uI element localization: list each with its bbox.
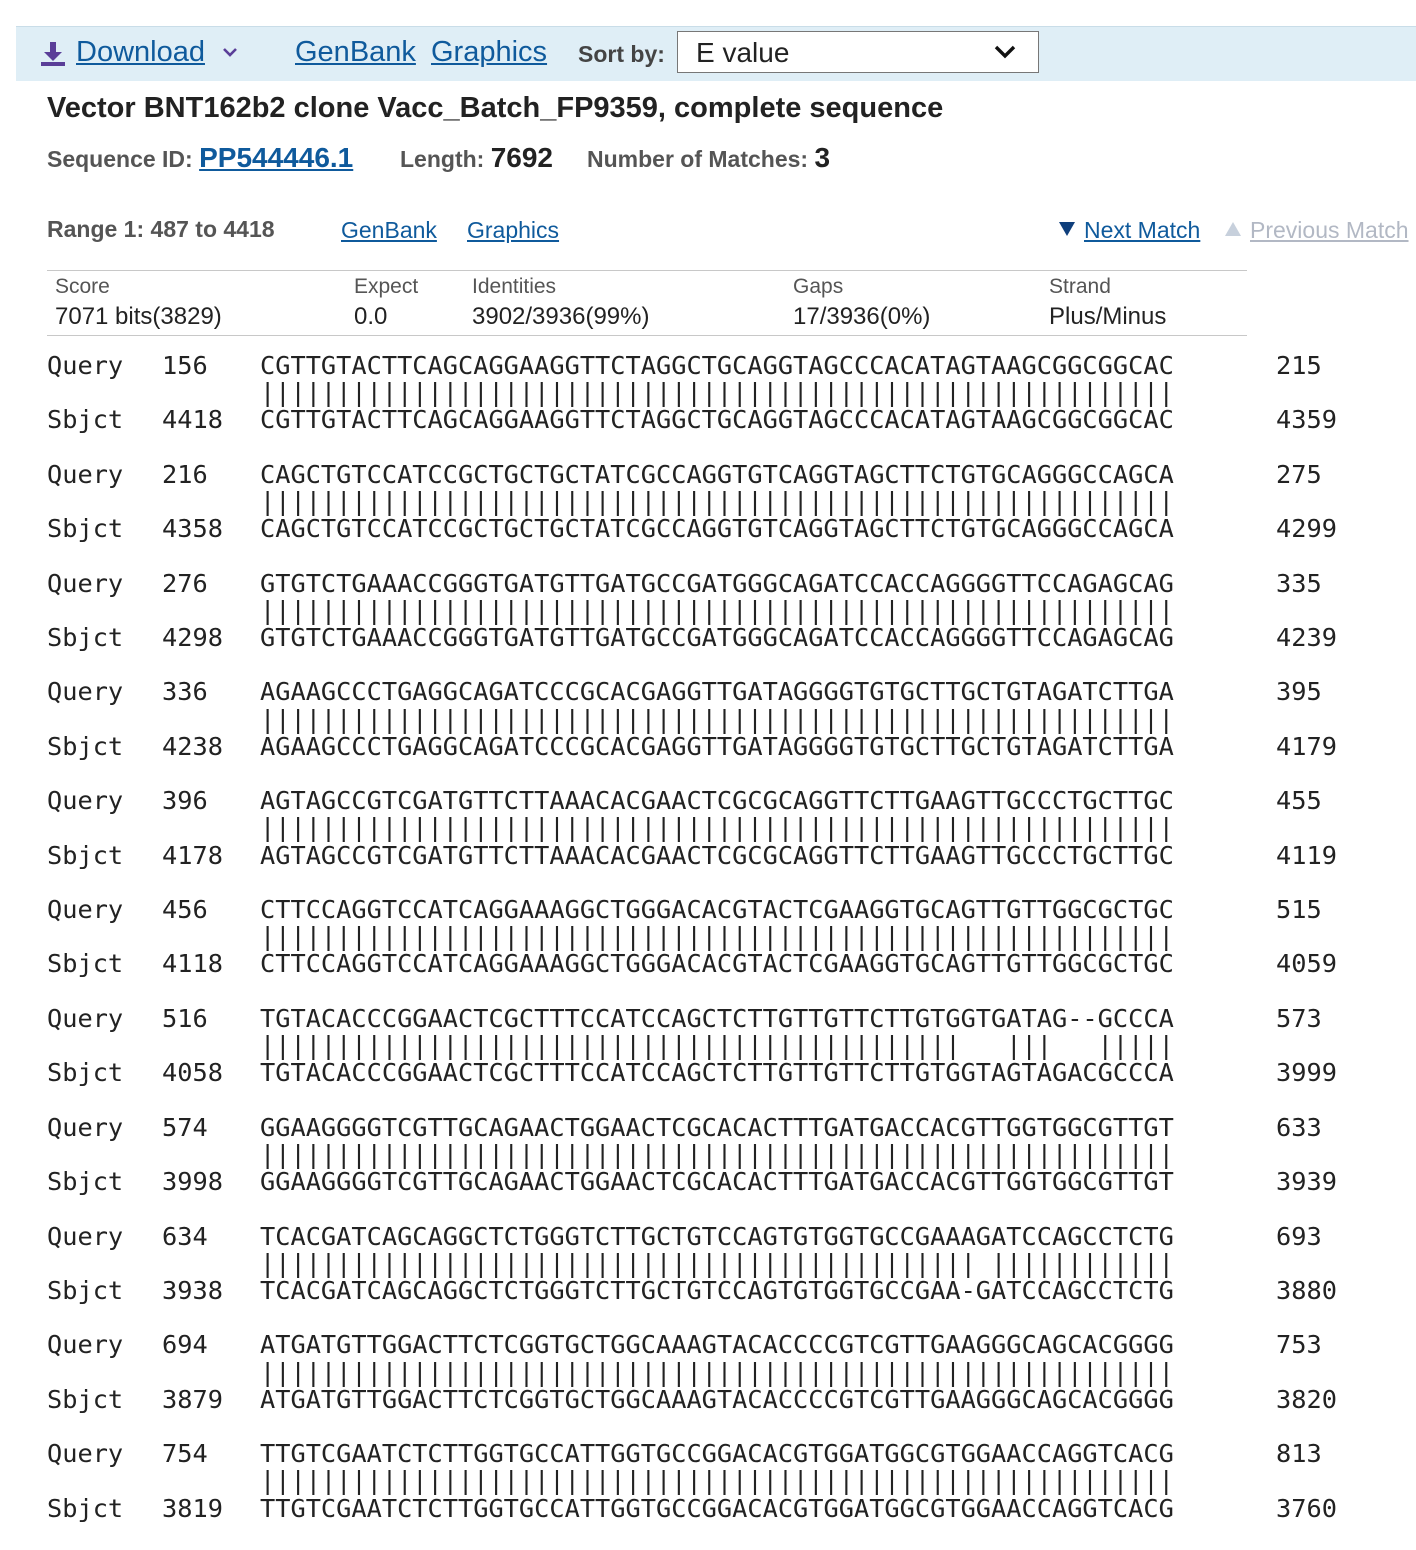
subject-end: 3880 [1276,1275,1337,1305]
alignment-block [47,1331,1337,1440]
query-start: 634 [162,1221,208,1251]
query-end: 335 [1276,568,1322,598]
stat-header: Expect [354,275,419,298]
query-label: Query [47,786,124,816]
query-label: Query [47,568,124,598]
stat-gaps [793,275,930,331]
matches-value: 3 [814,142,831,173]
subject-label: Sbjct [47,623,124,653]
subject-sequence: ATGATGTTGGACTTCTCGGTGCTGGCAAAGTACACCCCGTCGTTGAAGGGCAGCACGGGG [260,1384,1174,1414]
download-button[interactable]: Download [76,36,205,68]
block-spacer [47,651,1337,678]
stat-value: 7071 bits(3829) [55,303,222,330]
subject-start: 4118 [162,949,223,979]
query-end: 633 [1276,1112,1322,1142]
query-sequence: GTGTCTGAAACCGGGTGATGTTGATGCCGATGGGCAGATCCACCAGGGGTTCCAGAGCAG [260,568,1174,598]
match-line [47,814,1337,841]
match-bars: |||||||||||||||||||||||||||||||||||||||||||||||||||||||||||| [260,1357,1174,1387]
query-label: Query [47,677,124,707]
query-end: 753 [1276,1330,1322,1360]
block-spacer [47,978,1337,1005]
subject-row [47,1277,1337,1304]
subject-sequence: CTTCCAGGTCCATCAGGAAAGGCTGGGACACGTACTCGAAGGTGCAGTTGTTGGCGCTGC [260,949,1174,979]
subject-end: 3760 [1276,1493,1337,1523]
query-start: 516 [162,1003,208,1033]
match-bars: |||||||||||||||||||||||||||||||||||||||||||||| ||| ||||| [260,1031,1174,1061]
subject-end: 4299 [1276,514,1337,544]
query-start: 456 [162,895,208,925]
subject-end: 3939 [1276,1167,1337,1197]
query-end: 515 [1276,895,1322,925]
range-label: Range 1: 487 to 4418 [47,216,275,242]
download-icon[interactable] [40,41,66,67]
subject-end: 4059 [1276,949,1337,979]
match-bars: |||||||||||||||||||||||||||||||||||||||||||||||||||||||||||| [260,487,1174,517]
triangle-up-icon [1224,221,1242,237]
stat-value: 0.0 [354,303,388,330]
block-spacer [47,434,1337,461]
subject-row [47,1168,1337,1195]
subject-label: Sbjct [47,1493,124,1523]
block-spacer [47,1195,1337,1222]
query-row [47,678,1337,705]
match-line [47,1250,1337,1277]
query-label: Query [47,1330,124,1360]
stat-score [55,275,222,331]
chevron-down-icon [994,44,1016,60]
sequence-id-label: Sequence ID: [47,146,193,172]
query-end: 813 [1276,1439,1322,1469]
subject-start: 4238 [162,731,223,761]
subject-start: 3879 [162,1384,223,1414]
query-sequence: CAGCTGTCCATCCGCTGCTGCTATCGCCAGGTGTCAGGTAGCTTCTGTGCAGGGCCAGCA [260,459,1174,489]
match-line [47,1141,1337,1168]
query-start: 216 [162,459,208,489]
match-bars: |||||||||||||||||||||||||||||||||||||||||||||||||||||||||||| [260,378,1174,408]
subject-sequence: TTGTCGAATCTCTTGGTGCCATTGGTGCCGGACACGTGGATGGCGTGGAACCAGGTCACG [260,1493,1174,1523]
query-sequence: GGAAGGGGTCGTTGCAGAACTGGAACTCGCACACTTTGATGACCACGTTGGTGGCGTTGT [260,1112,1174,1142]
next-match-link[interactable]: Next Match [1084,217,1201,243]
subject-end: 4179 [1276,731,1337,761]
match-bars: |||||||||||||||||||||||||||||||||||||||||||||||||||||||||||| [260,704,1174,734]
subject-row [47,733,1337,760]
results-toolbar [16,26,1416,81]
query-end: 693 [1276,1221,1322,1251]
sort-select-value: E value [696,37,790,68]
stat-strand [1049,275,1166,331]
subject-label: Sbjct [47,1058,124,1088]
stat-value: Plus/Minus [1049,303,1167,330]
query-sequence: CTTCCAGGTCCATCAGGAAAGGCTGGGACACGTACTCGAAGGTGCAGTTGTTGGCGCTGC [260,895,1174,925]
match-bars: ||||||||||||||||||||||||||||||||||||||||||||||| |||||||||||| [260,1248,1174,1278]
query-sequence: TTGTCGAATCTCTTGGTGCCATTGGTGCCGGACACGTGGATGGCGTGGAACCAGGTCACG [260,1439,1174,1469]
query-label: Query [47,459,124,489]
block-spacer [47,1522,1337,1549]
query-sequence: TGTACACCCGGAACTCGCTTTCCATCCAGCTCTTGTTGTTCTTGTGGTGATAG--GCCCA [260,1003,1174,1033]
query-row [47,1114,1337,1141]
alignment-block [47,1114,1337,1223]
block-spacer [47,542,1337,569]
query-row [47,1440,1337,1467]
query-label: Query [47,1221,124,1251]
subject-row [47,1059,1337,1086]
subject-start: 4418 [162,405,223,435]
stat-expect [354,275,418,331]
subject-end: 3820 [1276,1384,1337,1414]
stat-identities [472,275,649,331]
stat-header: Identities [472,275,557,298]
triangle-down-icon[interactable] [1058,221,1076,237]
query-sequence: ATGATGTTGGACTTCTCGGTGCTGGCAAAGTACACCCCGTCGTTGAAGGGCAGCACGGGG [260,1330,1174,1360]
query-row [47,352,1337,379]
chevron-down-icon[interactable] [222,44,238,60]
subject-row [47,515,1337,542]
subject-start: 3998 [162,1167,223,1197]
subject-label: Sbjct [47,840,124,870]
query-row [47,1331,1337,1358]
match-bars: |||||||||||||||||||||||||||||||||||||||||||||||||||||||||||| [260,1139,1174,1169]
subject-sequence: AGAAGCCCTGAGGCAGATCCCGCACGAGGTTGATAGGGGTGTGCTTGCTGTAGATCTTGA [260,731,1174,761]
block-spacer [47,1086,1337,1113]
query-label: Query [47,1439,124,1469]
alignment-block [47,678,1337,787]
query-start: 754 [162,1439,208,1469]
number-of-matches [587,142,830,174]
subject-sequence: CGTTGTACTTCAGCAGGAAGGTTCTAGGCTGCAGGTAGCCCACATAGTAAGCGGCGGCAC [260,405,1174,435]
block-spacer [47,869,1337,896]
query-row [47,1223,1337,1250]
block-spacer [47,1304,1337,1331]
query-end: 455 [1276,786,1322,816]
stat-value: 3902/3936(99%) [472,303,650,330]
alignment-block [47,787,1337,896]
query-start: 574 [162,1112,208,1142]
hit-title: Vector BNT162b2 clone Vacc_Batch_FP9359, complete sequence [47,92,944,124]
subject-start: 4178 [162,840,223,870]
range-graphics-link[interactable]: Graphics [467,217,560,243]
subject-start: 4358 [162,514,223,544]
sequence-id-link[interactable]: PP544446.1 [199,142,354,173]
query-label: Query [47,1112,124,1142]
subject-row [47,842,1337,869]
block-spacer [47,760,1337,787]
alignment-block [47,352,1337,461]
subject-row [47,950,1337,977]
match-line [47,488,1337,515]
matches-label: Number of Matches: [587,146,809,172]
query-start: 276 [162,568,208,598]
length-value: 7692 [490,142,553,173]
query-row [47,1005,1337,1032]
subject-start: 3819 [162,1493,223,1523]
subject-label: Sbjct [47,1384,124,1414]
query-label: Query [47,351,124,380]
length [400,142,553,174]
alignment-block [47,896,1337,1005]
subject-sequence: CAGCTGTCCATCCGCTGCTGCTATCGCCAGGTGTCAGGTAGCTTCTGTGCAGGGCCAGCA [260,514,1174,544]
query-label: Query [47,1003,124,1033]
subject-start: 4298 [162,623,223,653]
graphics-link[interactable]: Graphics [431,36,548,68]
query-end: 275 [1276,459,1322,489]
subject-label: Sbjct [47,405,124,435]
subject-sequence: AGTAGCCGTCGATGTTCTTAAACACGAACTCGCGCAGGTTCTTGAAGTTGCCCTGCTTGC [260,840,1174,870]
query-row [47,570,1337,597]
alignment-block [47,461,1337,570]
range-genbank-link[interactable]: GenBank [341,217,437,243]
match-bars: |||||||||||||||||||||||||||||||||||||||||||||||||||||||||||| [260,1466,1174,1496]
subject-row [47,1495,1337,1522]
length-label: Length: [400,146,485,172]
match-line [47,1467,1337,1494]
alignment-block [47,1223,1337,1332]
match-line [47,379,1337,406]
match-line [47,923,1337,950]
subject-row [47,1386,1337,1413]
query-sequence: AGAAGCCCTGAGGCAGATCCCGCACGAGGTTGATAGGGGTGTGCTTGCTGTAGATCTTGA [260,677,1174,707]
query-sequence: CGTTGTACTTCAGCAGGAAGGTTCTAGGCTGCAGGTAGCCCACATAGTAAGCGGCGGCAC [260,351,1174,380]
subject-label: Sbjct [47,949,124,979]
query-start: 156 [162,351,208,380]
subject-sequence: GGAAGGGGTCGTTGCAGAACTGGAACTCGCACACTTTGATGACCACGTTGGTGGCGTTGT [260,1167,1174,1197]
subject-label: Sbjct [47,731,124,761]
query-end: 573 [1276,1003,1322,1033]
query-row [47,461,1337,488]
sort-by-label: Sort by: [578,41,665,67]
query-start: 336 [162,677,208,707]
match-bars: |||||||||||||||||||||||||||||||||||||||||||||||||||||||||||| [260,595,1174,625]
subject-end: 3999 [1276,1058,1337,1088]
stat-value: 17/3936(0%) [793,303,931,330]
alignment-stats [47,270,1247,336]
subject-end: 4119 [1276,840,1337,870]
query-sequence: AGTAGCCGTCGATGTTCTTAAACACGAACTCGCGCAGGTTCTTGAAGTTGCCCTGCTTGC [260,786,1174,816]
alignment-block [47,1440,1337,1549]
subject-label: Sbjct [47,514,124,544]
query-end: 395 [1276,677,1322,707]
match-line [47,1359,1337,1386]
query-start: 694 [162,1330,208,1360]
match-line [47,1032,1337,1059]
query-label: Query [47,895,124,925]
query-end: 215 [1276,351,1322,380]
match-line [47,597,1337,624]
subject-sequence: GTGTCTGAAACCGGGTGATGTTGATGCCGATGGGCAGATCCACCAGGGGTTCCAGAGCAG [260,623,1174,653]
sequence-id [47,142,353,174]
genbank-link[interactable]: GenBank [295,36,416,68]
block-spacer [47,1413,1337,1440]
subject-sequence: TGTACACCCGGAACTCGCTTTCCATCCAGCTCTTGTTGTTCTTGTGGTAGTAGACGCCCA [260,1058,1174,1088]
stat-header: Score [55,275,110,298]
stat-header: Strand [1049,275,1111,298]
sort-select[interactable] [677,31,1039,73]
subject-row [47,406,1337,433]
query-row [47,787,1337,814]
previous-match-link: Previous Match [1250,217,1409,243]
subject-start: 3938 [162,1275,223,1305]
query-start: 396 [162,786,208,816]
subject-label: Sbjct [47,1275,124,1305]
match-line [47,706,1337,733]
subject-end: 4239 [1276,623,1337,653]
subject-label: Sbjct [47,1167,124,1197]
query-sequence: TCACGATCAGCAGGCTCTGGGTCTTGCTGTCCAGTGTGGTGCCGAAAGATCCAGCCTCTG [260,1221,1174,1251]
query-row [47,896,1337,923]
alignment-view [47,352,1337,1549]
subject-sequence: TCACGATCAGCAGGCTCTGGGTCTTGCTGTCCAGTGTGGTGCCGAA-GATCCAGCCTCTG [260,1275,1174,1305]
subject-end: 4359 [1276,405,1337,435]
stat-header: Gaps [793,275,844,298]
subject-start: 4058 [162,1058,223,1088]
match-bars: |||||||||||||||||||||||||||||||||||||||||||||||||||||||||||| [260,813,1174,843]
match-bars: |||||||||||||||||||||||||||||||||||||||||||||||||||||||||||| [260,922,1174,952]
alignment-block [47,1005,1337,1114]
subject-row [47,624,1337,651]
alignment-block [47,570,1337,679]
